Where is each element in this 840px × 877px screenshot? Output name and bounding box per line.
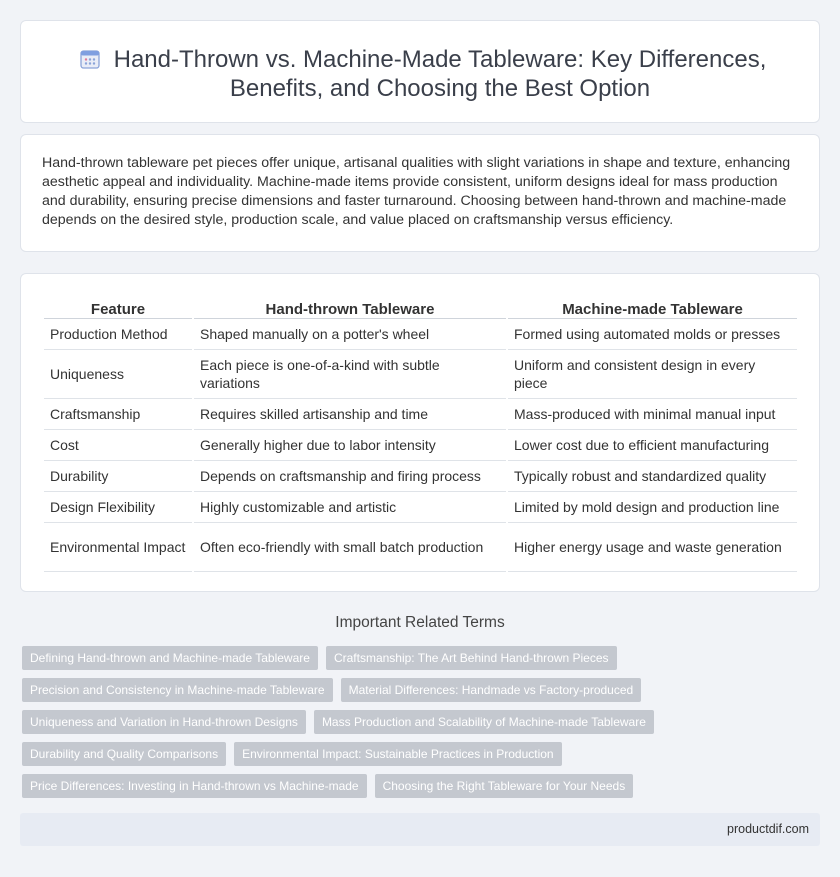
related-term-tag[interactable]: Defining Hand-thrown and Machine-made Tableware	[22, 646, 318, 670]
table-row	[44, 350, 797, 399]
machine-made-cell: Higher energy usage and waste generation	[508, 523, 797, 572]
tag-row	[22, 742, 812, 766]
machine-made-cell: Mass-produced with minimal manual input	[508, 399, 797, 430]
footer	[20, 813, 820, 846]
table-row	[44, 430, 797, 461]
feature-cell: Production Method	[44, 319, 192, 350]
related-terms-heading: Important Related Terms	[335, 614, 505, 631]
tag-row	[22, 678, 812, 702]
related-term-tag[interactable]: Uniqueness and Variation in Hand-thrown Designs	[22, 710, 306, 734]
machine-made-cell: Uniform and consistent design in every piece	[508, 350, 797, 399]
page-title: Hand-Thrown vs. Machine-Made Tableware: Key Differences, Benefits, and Choosing the Best Option	[113, 46, 767, 102]
feature-cell: Design Flexibility	[44, 492, 192, 523]
tag-row	[22, 710, 812, 734]
table-row	[44, 461, 797, 492]
header-hand-thrown: Hand-thrown Tableware	[194, 296, 506, 319]
comparison-card	[20, 273, 820, 592]
machine-made-cell: Formed using automated molds or presses	[508, 319, 797, 350]
header-machine-made: Machine-made Tableware	[508, 296, 797, 319]
feature-cell: Cost	[44, 430, 192, 461]
related-term-tag[interactable]: Price Differences: Investing in Hand-thrown vs Machine-made	[22, 774, 367, 798]
tag-row	[22, 774, 812, 798]
hand-thrown-cell: Highly customizable and artistic	[194, 492, 506, 523]
hand-thrown-cell: Depends on craftsmanship and firing process	[194, 461, 506, 492]
table-header-row	[44, 296, 797, 319]
table-row	[44, 399, 797, 430]
related-terms-list	[22, 646, 812, 806]
machine-made-cell: Typically robust and standardized quality	[508, 461, 797, 492]
related-term-tag[interactable]: Choosing the Right Tableware for Your Needs	[375, 774, 634, 798]
feature-cell: Durability	[44, 461, 192, 492]
table-row	[44, 492, 797, 523]
feature-cell: Environmental Impact	[44, 523, 192, 572]
related-term-tag[interactable]: Material Differences: Handmade vs Factory-produced	[341, 678, 642, 702]
title-card	[20, 20, 820, 123]
related-term-tag[interactable]: Precision and Consistency in Machine-made Tableware	[22, 678, 333, 702]
related-term-tag[interactable]: Mass Production and Scalability of Machine-made Tableware	[314, 710, 654, 734]
related-term-tag[interactable]: Environmental Impact: Sustainable Practices in Production	[234, 742, 562, 766]
feature-cell: Craftsmanship	[44, 399, 192, 430]
table-row	[44, 319, 797, 350]
table-row	[44, 523, 797, 572]
header-feature: Feature	[44, 296, 192, 319]
intro-card	[20, 134, 820, 252]
intro-text: Hand-thrown tableware pet pieces offer unique, artisanal qualities with slight variations in shape and texture, enhancing aesthetic appeal and individuality. Machine-made items provide consistent, uniform designs ideal for mass production and durability, ensuring precise dimensions and faster turnaround. Choosing between hand-thrown and machine-made depends on the desired style, production scale, and value placed on craftsmanship versus efficiency.	[42, 155, 791, 228]
comparison-table	[42, 296, 799, 572]
tag-row	[22, 646, 812, 670]
hand-thrown-cell: Each piece is one-of-a-kind with subtle variations	[194, 350, 506, 399]
hand-thrown-cell: Shaped manually on a potter's wheel	[194, 319, 506, 350]
related-term-tag[interactable]: Craftsmanship: The Art Behind Hand-thrown Pieces	[326, 646, 617, 670]
hand-thrown-cell: Requires skilled artisanship and time	[194, 399, 506, 430]
hand-thrown-cell: Often eco-friendly with small batch production	[194, 523, 506, 572]
hand-thrown-cell: Generally higher due to labor intensity	[194, 430, 506, 461]
feature-cell: Uniqueness	[44, 350, 192, 399]
machine-made-cell: Limited by mold design and production line	[508, 492, 797, 523]
machine-made-cell: Lower cost due to efficient manufacturing	[508, 430, 797, 461]
related-term-tag[interactable]: Durability and Quality Comparisons	[22, 742, 226, 766]
footer-site-link[interactable]: productdif.com	[727, 822, 809, 836]
